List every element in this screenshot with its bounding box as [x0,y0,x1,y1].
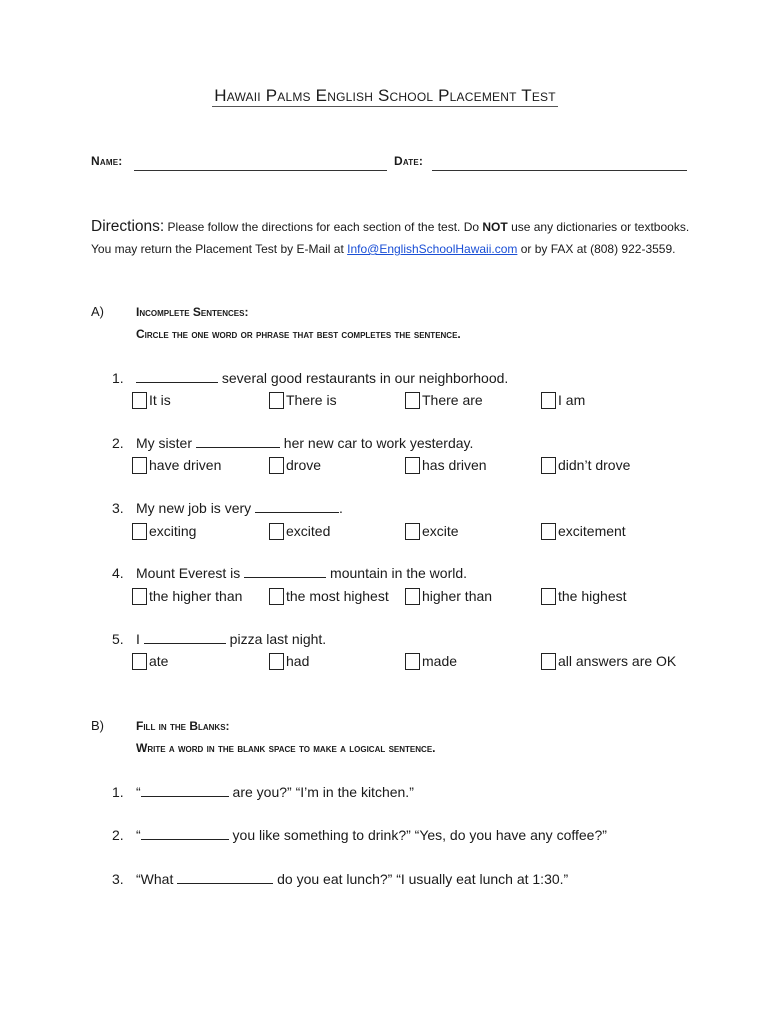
question-b1: 1. “ are you?” “I’m in the kitchen.” [112,784,414,800]
checkbox-icon[interactable] [269,588,284,605]
option-checkbox[interactable]: ate [132,652,168,670]
checkbox-icon[interactable] [541,588,556,605]
option-checkbox[interactable]: drove [269,456,321,474]
checkbox-icon[interactable] [405,457,420,474]
date-label: Date: [394,154,424,168]
answer-blank[interactable] [141,826,229,840]
checkbox-icon[interactable] [132,523,147,540]
name-label: Name: [91,154,123,168]
section-b-title: Fill in the Blanks: [136,719,230,733]
answer-blank[interactable] [141,783,229,797]
option-checkbox[interactable]: made [405,652,457,670]
question-a5: 5. I pizza last night. [112,631,327,647]
option-checkbox[interactable]: have driven [132,456,221,474]
checkbox-icon[interactable] [541,457,556,474]
checkbox-icon[interactable] [405,653,420,670]
section-a-letter: A) [91,304,104,319]
email-link[interactable]: Info@EnglishSchoolHawaii.com [347,242,518,256]
option-checkbox[interactable]: higher than [405,587,492,605]
question-a2: 2. My sister her new car to work yesterday. [112,435,474,451]
answer-blank[interactable] [144,630,226,644]
section-b-instruction: Write a word in the blank space to make a logical sentence. [136,741,436,755]
option-checkbox[interactable]: It is [132,391,171,409]
option-checkbox[interactable]: all answers are OK [541,652,676,670]
checkbox-icon[interactable] [132,588,147,605]
option-checkbox[interactable]: the higher than [132,587,242,605]
option-checkbox[interactable]: didn’t drove [541,456,630,474]
checkbox-icon[interactable] [405,523,420,540]
question-a4: 4. Mount Everest is mountain in the world. [112,565,468,581]
checkbox-icon[interactable] [269,653,284,670]
answer-blank[interactable] [255,499,339,513]
name-field[interactable] [134,170,387,171]
question-a1: 1. several good restaurants in our neighborhood. [112,370,509,386]
page-title: Hawaii Palms English School Placement Test [214,86,556,105]
option-checkbox[interactable]: had [269,652,309,670]
checkbox-icon[interactable] [541,523,556,540]
directions-heading: Directions: [91,218,165,235]
checkbox-icon[interactable] [269,523,284,540]
answer-blank[interactable] [196,434,280,448]
checkbox-icon[interactable] [132,457,147,474]
option-checkbox[interactable]: excitement [541,522,626,540]
option-checkbox[interactable]: exciting [132,522,196,540]
option-checkbox[interactable]: excited [269,522,330,540]
section-a-title: Incomplete Sentences: [136,305,249,319]
option-checkbox[interactable]: the highest [541,587,627,605]
checkbox-icon[interactable] [541,653,556,670]
checkbox-icon[interactable] [405,588,420,605]
answer-blank[interactable] [136,369,218,383]
question-b3: 3. “What do you eat lunch?” “I usually eat lunch at 1:30.” [112,871,569,887]
directions-paragraph: Directions: Please follow the directions for each section of the test. Do NOT use any dictionaries or textbooks. You may return the Placement Test by E-Mail at Info@EnglishSchoolHawaii.com or by FAX at (808) 922-3559. [91,218,690,256]
checkbox-icon[interactable] [269,457,284,474]
option-checkbox[interactable]: I am [541,391,585,409]
question-a3: 3. My new job is very . [112,500,343,516]
answer-blank[interactable] [244,564,326,578]
option-checkbox[interactable]: has driven [405,456,487,474]
option-checkbox[interactable]: There is [269,391,337,409]
option-checkbox[interactable]: excite [405,522,459,540]
section-b-letter: B) [91,718,104,733]
checkbox-icon[interactable] [541,392,556,409]
option-checkbox[interactable]: There are [405,391,483,409]
option-checkbox[interactable]: the most highest [269,587,389,605]
answer-blank[interactable] [177,870,273,884]
date-field[interactable] [432,170,687,171]
checkbox-icon[interactable] [405,392,420,409]
question-b2: 2. “ you like something to drink?” “Yes, do you have any coffee?” [112,827,607,843]
section-a-instruction: Circle the one word or phrase that best completes the sentence. [136,327,461,341]
checkbox-icon[interactable] [132,653,147,670]
checkbox-icon[interactable] [269,392,284,409]
checkbox-icon[interactable] [132,392,147,409]
